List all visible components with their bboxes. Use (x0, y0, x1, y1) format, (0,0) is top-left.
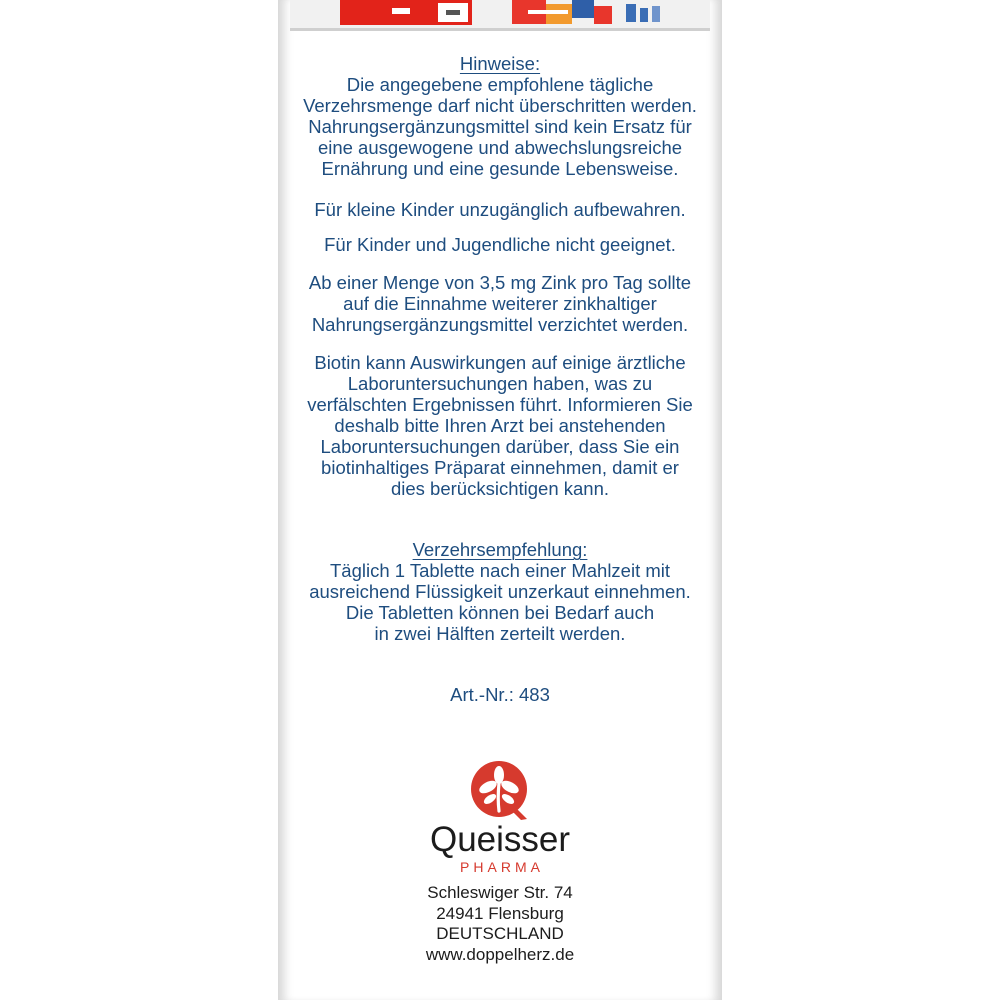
top-separator-line (290, 28, 710, 31)
top-artwork-white-stroke (528, 10, 568, 14)
top-artwork-red-shape-2 (594, 6, 612, 24)
age-warning-section (278, 234, 722, 255)
notes-line: Die angegebene empfohlene tägliche (346, 74, 654, 95)
biotin-notice-line: Laboruntersuchungen haben, was zu (347, 373, 653, 394)
manufacturer-address (278, 883, 722, 965)
storage-warning: Für kleine Kinder unzugänglich aufbewahren. (314, 199, 686, 220)
storage-warning-section (278, 199, 722, 220)
zinc-notice-line: Nahrungsergänzungsmittel verzichtet werden. (311, 314, 689, 335)
article-number: Art.-Nr.: 483 (450, 684, 550, 705)
dosage-line: ausreichend Flüssigkeit unzerkaut einnehmen. (309, 581, 691, 602)
biotin-notice-section (278, 352, 722, 499)
article-number-section (278, 684, 722, 705)
dosage-line: in zwei Hälften zerteilt werden. (374, 623, 626, 644)
brand-division: PHARMA (460, 859, 544, 875)
notes-line: eine ausgewogene und abwechslungsreiche (317, 137, 683, 158)
top-artwork-blue-fragment (626, 4, 636, 22)
notes-line: Ernährung und eine gesunde Lebensweise. (321, 158, 679, 179)
top-artwork-blue-fragment-2 (640, 8, 648, 22)
website-text: www.doppelherz.de (425, 944, 575, 964)
age-warning: Für Kinder und Jugendliche nicht geeignet. (324, 234, 676, 255)
notes-line: Nahrungsergänzungsmittel sind kein Ersatz für (308, 116, 692, 137)
biotin-notice-line: biotinhaltiges Präparat einnehmen, damit er (321, 457, 679, 478)
address-street: Schleswiger Str. 74 (427, 883, 573, 902)
biotin-notice-line: Biotin kann Auswirkungen auf einige ärztliche (314, 352, 686, 373)
notes-heading: Hinweise: (459, 53, 541, 74)
top-artwork-dark-mark (446, 10, 460, 15)
zinc-notice-section (278, 272, 722, 335)
dosage-line: Täglich 1 Tablette nach einer Mahlzeit mit (329, 560, 671, 581)
top-artwork-white-mark (392, 8, 410, 14)
biotin-notice-line: verfälschten Ergebnissen führt. Informieren Sie (307, 394, 693, 415)
address-city: 24941 Flensburg (436, 903, 564, 923)
biotin-notice-line: dies berücksichtigen kann. (390, 478, 610, 499)
biotin-notice-line: Laboruntersuchungen darüber, dass Sie ein (320, 436, 680, 457)
dosage-section (278, 539, 722, 644)
dosage-heading: Verzehrsempfehlung: (412, 539, 588, 560)
dosage-line: Die Tabletten können bei Bedarf auch (345, 602, 655, 623)
biotin-notice-line: deshalb bitte Ihren Arzt bei anstehenden (334, 415, 666, 436)
top-artwork-blue-fragment-3 (652, 6, 660, 22)
top-artwork-blue-shape (572, 0, 594, 18)
zinc-notice-line: Ab einer Menge von 3,5 mg Zink pro Tag sollte (308, 272, 692, 293)
notes-section (278, 53, 722, 179)
zinc-notice-line: auf die Einnahme weiterer zinkhaltiger (343, 293, 657, 314)
notes-line: Verzehrsmenge darf nicht überschritten werden. (303, 95, 697, 116)
brand-name: Queisser (429, 820, 571, 859)
top-artwork-orange-shape (546, 4, 572, 24)
queisser-leaf-q-icon (469, 759, 531, 821)
address-country: DEUTSCHLAND (436, 924, 564, 943)
